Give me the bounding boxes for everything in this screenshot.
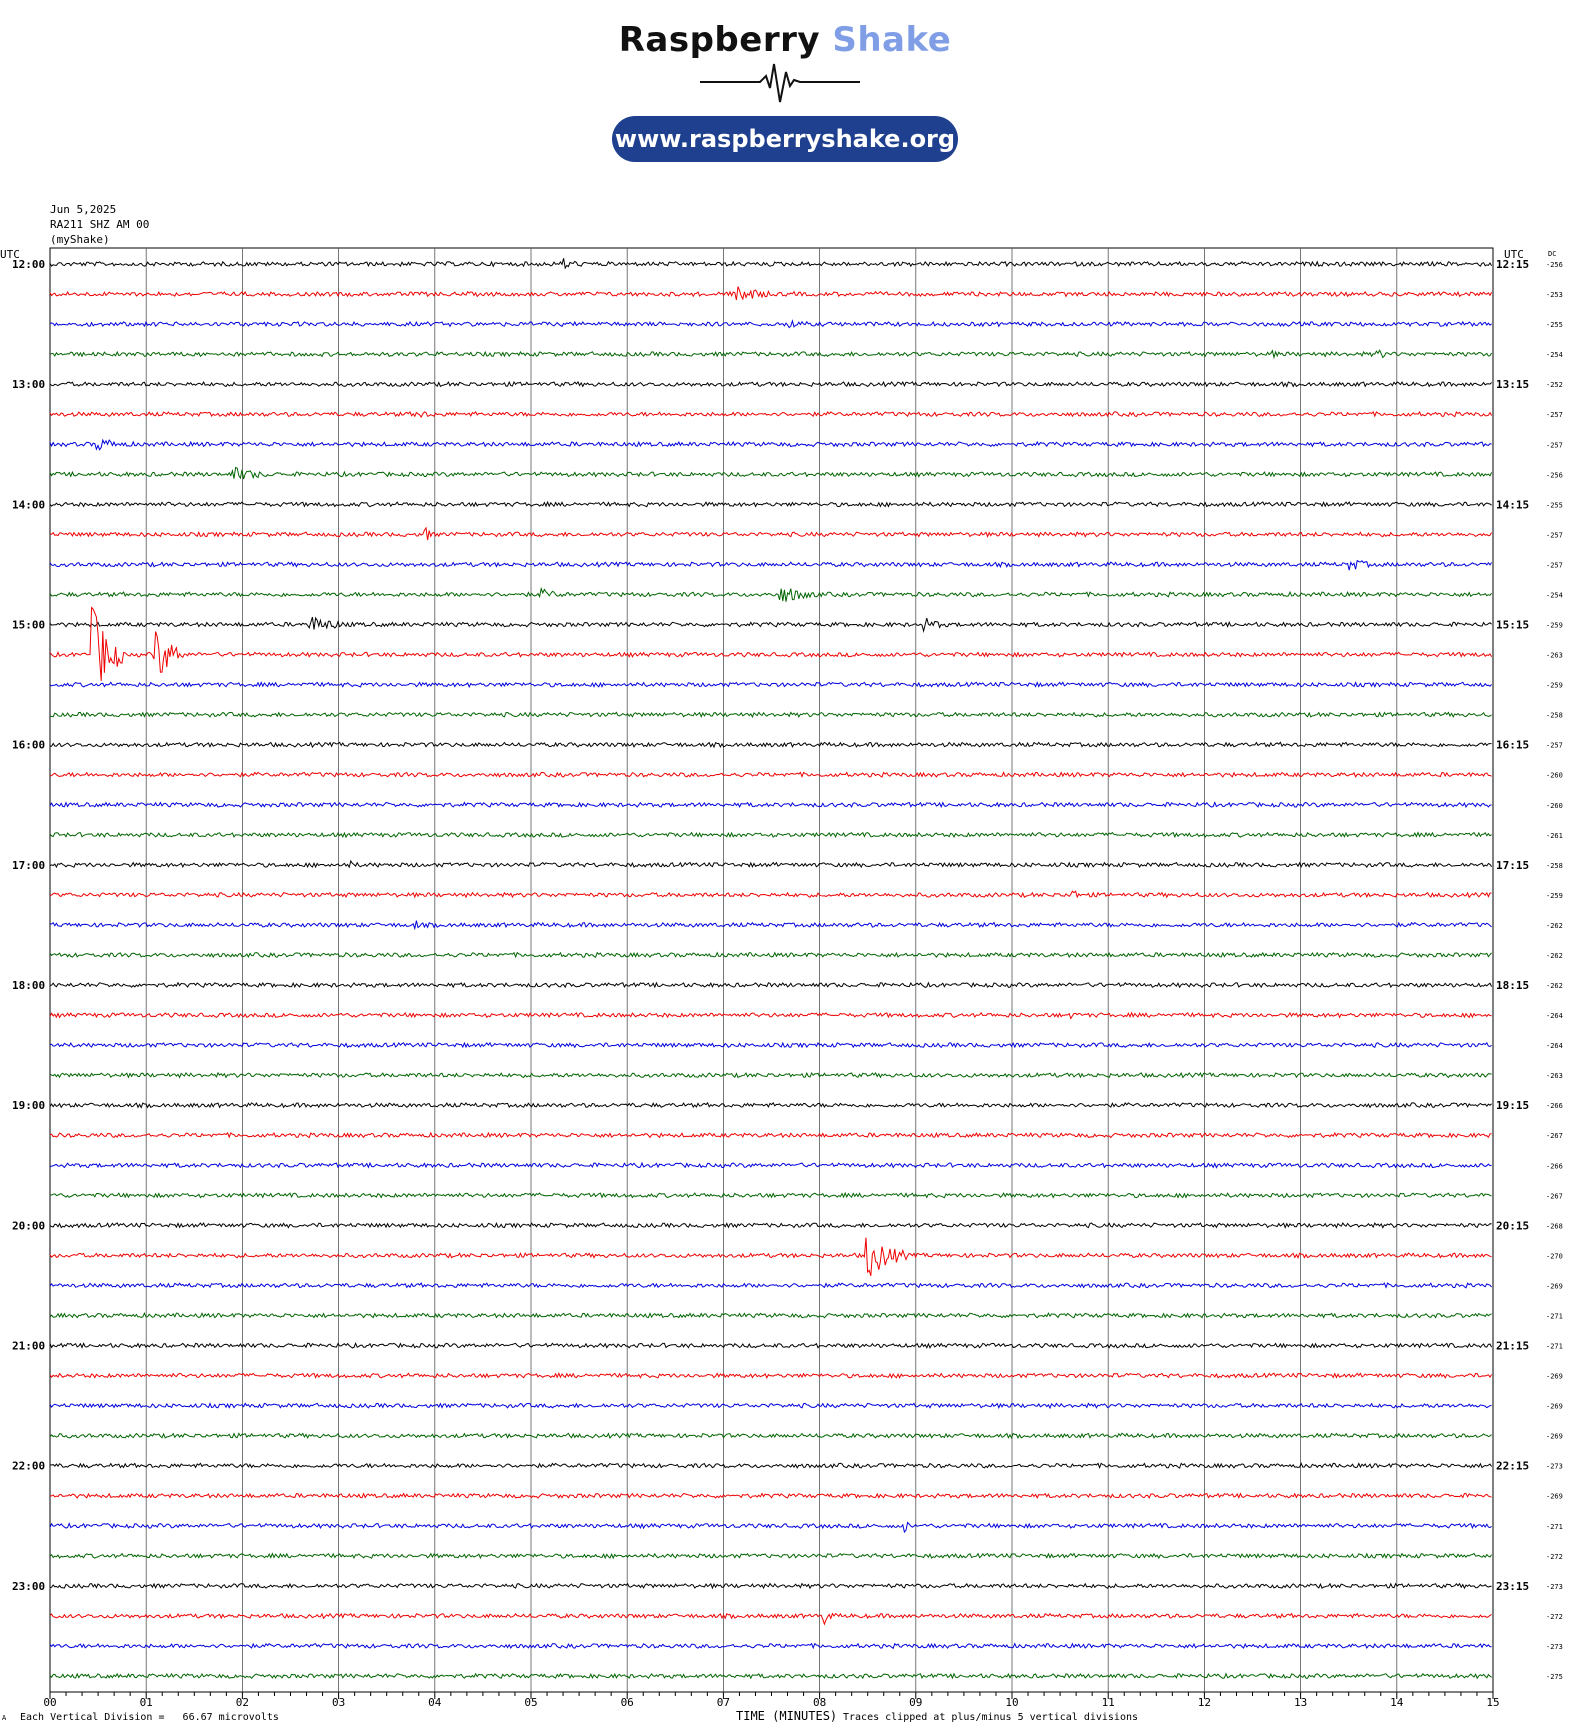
left-utc-label: UTC (0, 248, 20, 261)
hour-label-left: 16:00 (12, 738, 46, 752)
dc-label: DC (1548, 250, 1557, 258)
trace-line-1 (50, 287, 1492, 301)
dc-offset-label: -258 (1546, 711, 1563, 720)
logo-word-raspberry: Raspberry (618, 20, 821, 60)
dc-offset-label: -255 (1546, 321, 1563, 330)
trace-line-42 (50, 1522, 1492, 1532)
dc-offset-label: -266 (1546, 1102, 1563, 1111)
hour-label-right: 23:15 (1496, 1579, 1530, 1593)
dc-offset-label: -257 (1546, 531, 1563, 540)
dc-offset-label: -257 (1546, 741, 1563, 750)
dc-offset-label: -273 (1546, 1582, 1563, 1591)
dc-offset-label: -269 (1546, 1402, 1563, 1411)
trace-line-6 (50, 440, 1492, 450)
dc-offset-label: -271 (1546, 1522, 1563, 1531)
trace-line-19 (50, 833, 1492, 838)
x-tick-label: 01 (139, 1696, 153, 1709)
x-tick-label: 09 (909, 1696, 923, 1709)
dc-offset-label: -271 (1546, 1312, 1563, 1321)
hour-label-right: 20:15 (1496, 1219, 1530, 1233)
x-tick-label: 05 (524, 1696, 538, 1709)
trace-line-23 (50, 953, 1492, 958)
trace-line-32 (50, 1223, 1492, 1228)
website-url-badge[interactable]: www.raspberryshake.org (612, 116, 958, 162)
x-tick-label: 12 (1197, 1696, 1212, 1709)
dc-offset-label: -255 (1546, 501, 1563, 510)
hour-label-right: 12:15 (1496, 258, 1530, 271)
x-tick-label: 06 (620, 1696, 634, 1709)
dc-offset-label: -269 (1546, 1432, 1563, 1441)
hour-label-right: 17:15 (1496, 858, 1530, 872)
dc-offset-label: -256 (1546, 261, 1563, 269)
trace-line-5 (50, 412, 1492, 417)
trace-line-26 (50, 1043, 1492, 1048)
trace-line-25 (50, 1013, 1492, 1019)
dc-offset-label: -252 (1546, 381, 1563, 390)
hour-label-right: 13:15 (1496, 378, 1530, 392)
x-tick-label: 00 (43, 1696, 57, 1709)
trace-line-39 (50, 1433, 1492, 1438)
dc-offset-label: -267 (1546, 1192, 1563, 1201)
trace-line-27 (50, 1073, 1492, 1078)
hour-label-right: 15:15 (1496, 618, 1530, 632)
dc-offset-label: -262 (1546, 921, 1563, 930)
dc-offset-label: -269 (1546, 1372, 1563, 1381)
trace-line-40 (50, 1463, 1492, 1468)
x-tick-label: 03 (331, 1696, 346, 1709)
hour-label-right: 22:15 (1496, 1459, 1530, 1473)
trace-line-17 (50, 772, 1492, 777)
hour-label-left: 12:00 (12, 258, 46, 271)
dc-offset-label: -272 (1546, 1552, 1563, 1561)
x-tick-label: 11 (1101, 1696, 1115, 1709)
trace-line-34 (50, 1283, 1492, 1288)
hour-label-left: 22:00 (12, 1459, 46, 1473)
x-tick-label: 07 (716, 1696, 731, 1709)
x-tick-label: 08 (812, 1696, 827, 1709)
trace-line-41 (50, 1494, 1492, 1499)
minute-gridlines (50, 248, 1493, 1699)
dc-offset-label: -270 (1546, 1252, 1563, 1261)
trace-line-20 (50, 861, 1492, 867)
dc-offset-label: -263 (1546, 1072, 1563, 1081)
x-tick-label: 13 (1293, 1696, 1308, 1709)
trace-line-47 (50, 1674, 1492, 1679)
trace-line-45 (50, 1614, 1492, 1625)
right-utc-label: UTC (1504, 248, 1524, 261)
dc-offset-label: -266 (1546, 1162, 1563, 1171)
trace-line-36 (50, 1343, 1492, 1348)
dc-offset-label: -260 (1546, 771, 1563, 780)
hour-label-left: 17:00 (12, 858, 46, 872)
trace-line-18 (50, 803, 1492, 808)
hour-label-left: 21:00 (12, 1339, 46, 1353)
hour-label-right: 16:15 (1496, 738, 1530, 752)
dc-offset-label: -254 (1546, 351, 1563, 360)
date-label: Jun 5,2025 (50, 203, 117, 216)
corner-mark: A (2, 1714, 7, 1722)
hour-label-right: 18:15 (1496, 979, 1530, 993)
dc-offset-label: -258 (1546, 861, 1563, 870)
dc-offset-label: -268 (1546, 1222, 1563, 1231)
hour-label-left: 23:00 (12, 1579, 46, 1593)
hour-label-left: 20:00 (12, 1219, 46, 1233)
source-label: (myShake) (50, 233, 110, 246)
trace-line-24 (50, 983, 1492, 988)
trace-line-14 (50, 682, 1492, 687)
dc-offset-label: -254 (1546, 591, 1563, 600)
plot-frame (50, 248, 1493, 1692)
trace-line-11 (50, 589, 1492, 602)
x-tick-label: 02 (235, 1696, 250, 1709)
x-tick-label: 15 (1486, 1696, 1500, 1709)
hour-label-left: 18:00 (12, 979, 46, 993)
hour-label-right: 14:15 (1496, 498, 1530, 512)
hour-label-left: 13:00 (12, 378, 46, 392)
station-label: RA211 SHZ AM 00 (50, 218, 150, 231)
dc-offset-label: -259 (1546, 891, 1563, 900)
x-tick-label: 04 (428, 1696, 442, 1709)
dc-offset-label: -262 (1546, 951, 1563, 960)
dc-offset-label: -273 (1546, 1642, 1563, 1651)
dc-offset-label: -264 (1546, 1012, 1563, 1021)
trace-line-8 (50, 502, 1492, 507)
dc-offset-label: -257 (1546, 561, 1563, 570)
dc-offset-label: -272 (1546, 1612, 1563, 1621)
trace-line-12 (50, 617, 1492, 631)
dc-offset-label: -262 (1546, 982, 1563, 991)
trace-line-33 (50, 1238, 1492, 1276)
hour-label-right: 21:15 (1496, 1339, 1530, 1353)
dc-offset-label: -257 (1546, 441, 1563, 450)
trace-line-0 (50, 258, 1492, 268)
trace-line-10 (50, 561, 1492, 571)
dc-offset-label: -256 (1546, 471, 1563, 480)
hour-label-left: 14:00 (12, 498, 46, 512)
dc-offset-label: -257 (1546, 411, 1563, 420)
trace-line-16 (50, 742, 1492, 747)
trace-line-15 (50, 712, 1492, 717)
trace-line-29 (50, 1133, 1492, 1138)
trace-line-46 (50, 1644, 1492, 1649)
trace-line-21 (50, 891, 1492, 897)
dc-offset-label: -259 (1546, 681, 1563, 690)
dc-offset-label: -264 (1546, 1042, 1563, 1051)
trace-line-13 (50, 608, 1492, 681)
x-tick-label: 14 (1390, 1696, 1404, 1709)
trace-line-43 (50, 1554, 1492, 1559)
dc-offset-label: -260 (1546, 801, 1563, 810)
hour-label-right: 19:15 (1496, 1099, 1530, 1113)
trace-line-35 (50, 1313, 1492, 1318)
trace-line-30 (50, 1163, 1492, 1168)
dc-offset-label: -259 (1546, 621, 1563, 630)
dc-offset-label: -253 (1546, 291, 1563, 300)
seismic-traces (50, 258, 1492, 1678)
trace-line-38 (50, 1403, 1492, 1408)
dc-offset-label: -269 (1546, 1282, 1563, 1291)
trace-line-7 (50, 468, 1492, 480)
dc-offset-label: -261 (1546, 831, 1563, 840)
x-tick-label: 10 (1005, 1696, 1019, 1709)
hour-label-left: 15:00 (12, 618, 46, 632)
trace-line-2 (50, 321, 1492, 328)
hour-label-left: 19:00 (12, 1099, 46, 1113)
vertical-division-note: Each Vertical Division = 66.67 microvolts (20, 1712, 279, 1723)
dc-offset-label: -263 (1546, 651, 1563, 660)
plot-border (50, 248, 1493, 1692)
clipping-note: Traces clipped at plus/minus 5 vertical divisions (843, 1712, 1139, 1723)
trace-line-3 (50, 350, 1492, 357)
axis-labels (0, 248, 1563, 1709)
logo-word-shake: Shake (832, 20, 952, 60)
trace-line-4 (50, 382, 1492, 387)
dc-offset-label: -267 (1546, 1132, 1563, 1141)
trace-line-44 (50, 1584, 1492, 1589)
trace-line-22 (50, 921, 1492, 929)
dc-offset-label: -269 (1546, 1492, 1563, 1501)
x-axis-title: TIME (MINUTES) (736, 1709, 838, 1723)
dc-offset-label: -275 (1546, 1673, 1563, 1681)
trace-line-9 (50, 528, 1492, 540)
dc-offset-label: -273 (1546, 1462, 1563, 1471)
trace-line-31 (50, 1193, 1492, 1198)
trace-line-28 (50, 1103, 1492, 1108)
trace-line-37 (50, 1373, 1492, 1378)
dc-offset-label: -271 (1546, 1342, 1563, 1351)
